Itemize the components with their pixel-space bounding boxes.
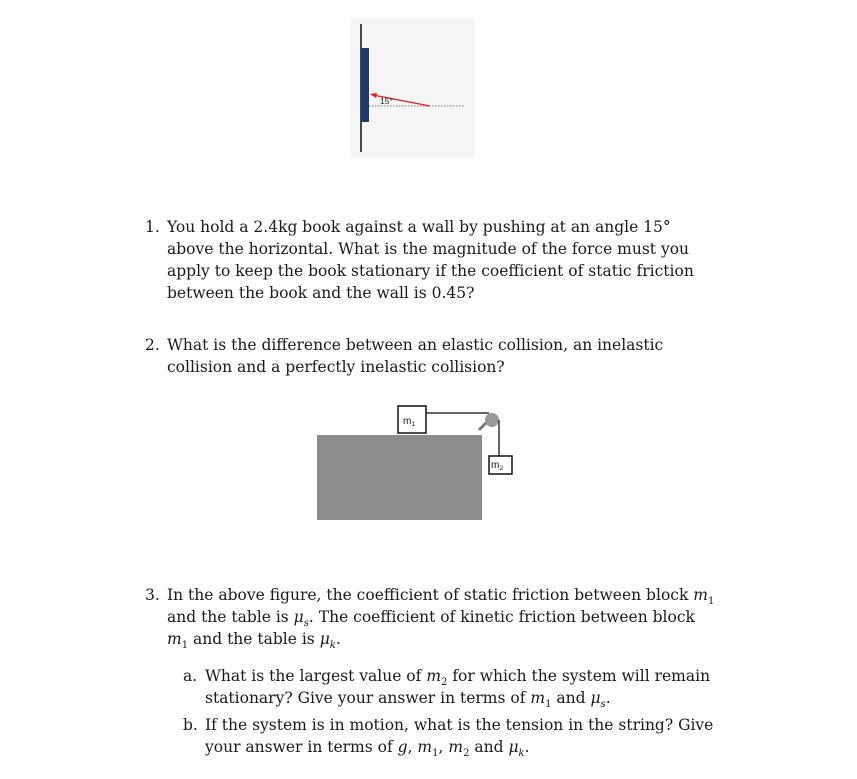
math-symbol: m xyxy=(693,586,708,604)
question-number: 1. xyxy=(145,218,160,236)
subquestion-label: a. xyxy=(183,667,198,685)
math-subscript: k xyxy=(329,640,336,652)
math-symbol: m xyxy=(530,689,546,707)
math-symbol: m xyxy=(417,738,433,756)
wall-book-figure xyxy=(350,18,475,158)
subquestion-label: b. xyxy=(183,716,198,734)
text-fragment: What is the largest value of xyxy=(205,667,427,685)
math-subscript: 1 xyxy=(707,596,715,608)
math-subscript: 1 xyxy=(545,699,552,711)
text-fragment: . The coefficient of kinetic friction between block xyxy=(308,608,695,626)
text-fragment: In the above figure, the coefficient of static friction between block xyxy=(167,586,694,604)
math-symbol: m xyxy=(167,630,182,648)
m2-label-main: m xyxy=(491,460,500,471)
m1-label-main: m xyxy=(403,416,412,427)
text-fragment: . xyxy=(335,630,341,648)
math-symbol: μ xyxy=(319,630,330,648)
question-2 xyxy=(145,334,715,378)
pulley-diagram xyxy=(314,404,518,522)
question-text: What is the difference between an elastic collision, an inelastic collision and a perfectly inelastic collision? xyxy=(167,336,664,376)
math-subscript: k xyxy=(518,748,525,760)
text-fragment: and xyxy=(551,689,591,707)
math-symbol: m xyxy=(426,667,442,685)
math-subscript: 2 xyxy=(463,748,470,760)
m2-label-sub: 2 xyxy=(499,465,503,472)
math-symbol: g xyxy=(397,738,408,756)
math-subscript: s xyxy=(303,618,309,630)
question-text xyxy=(167,584,715,650)
text-fragment: and the table is xyxy=(167,608,294,626)
text-fragment: , xyxy=(407,738,418,756)
angle-label: 15° xyxy=(380,96,393,106)
question-text: You hold a 2.4kg book against a wall by pushing at an angle 15° above the horizontal. What is the magnitude of the force must you apply to keep the book stationary if the coefficient of static friction between the book and the wall is 0.45? xyxy=(167,218,694,302)
text-fragment: , xyxy=(438,738,449,756)
question-3a xyxy=(183,665,723,709)
text-fragment: and the table is xyxy=(188,630,320,648)
math-subscript: s xyxy=(600,699,606,711)
math-subscript: 1 xyxy=(432,748,439,760)
book-block xyxy=(361,48,369,122)
math-symbol: μ xyxy=(508,738,519,756)
text-fragment: . xyxy=(524,738,530,756)
text-fragment: If the system is in motion, what is the tension in the string? Give your answer in terms of xyxy=(205,716,714,756)
question-number: 3. xyxy=(145,586,160,604)
math-symbol: μ xyxy=(293,608,304,626)
pulley-table-figure xyxy=(314,404,518,522)
math-subscript: 1 xyxy=(181,640,189,652)
pulley-wheel xyxy=(485,413,499,427)
question-1 xyxy=(145,216,715,304)
m1-label-sub: 1 xyxy=(411,421,415,428)
force-arrowhead xyxy=(370,93,377,98)
question-3 xyxy=(145,584,715,650)
question-number: 2. xyxy=(145,336,160,354)
question-3b xyxy=(183,714,723,758)
wall-book-diagram xyxy=(350,18,475,158)
table-block xyxy=(317,435,482,520)
text-fragment: . xyxy=(605,689,611,707)
text-fragment: and xyxy=(469,738,509,756)
math-subscript: 2 xyxy=(441,677,448,689)
math-symbol: m xyxy=(448,738,464,756)
text-fragment: for which the system will remain stationary? Give your answer in terms of xyxy=(205,667,711,707)
subquestion-text xyxy=(205,665,723,709)
math-symbol: μ xyxy=(590,689,601,707)
subquestion-text xyxy=(205,714,723,758)
